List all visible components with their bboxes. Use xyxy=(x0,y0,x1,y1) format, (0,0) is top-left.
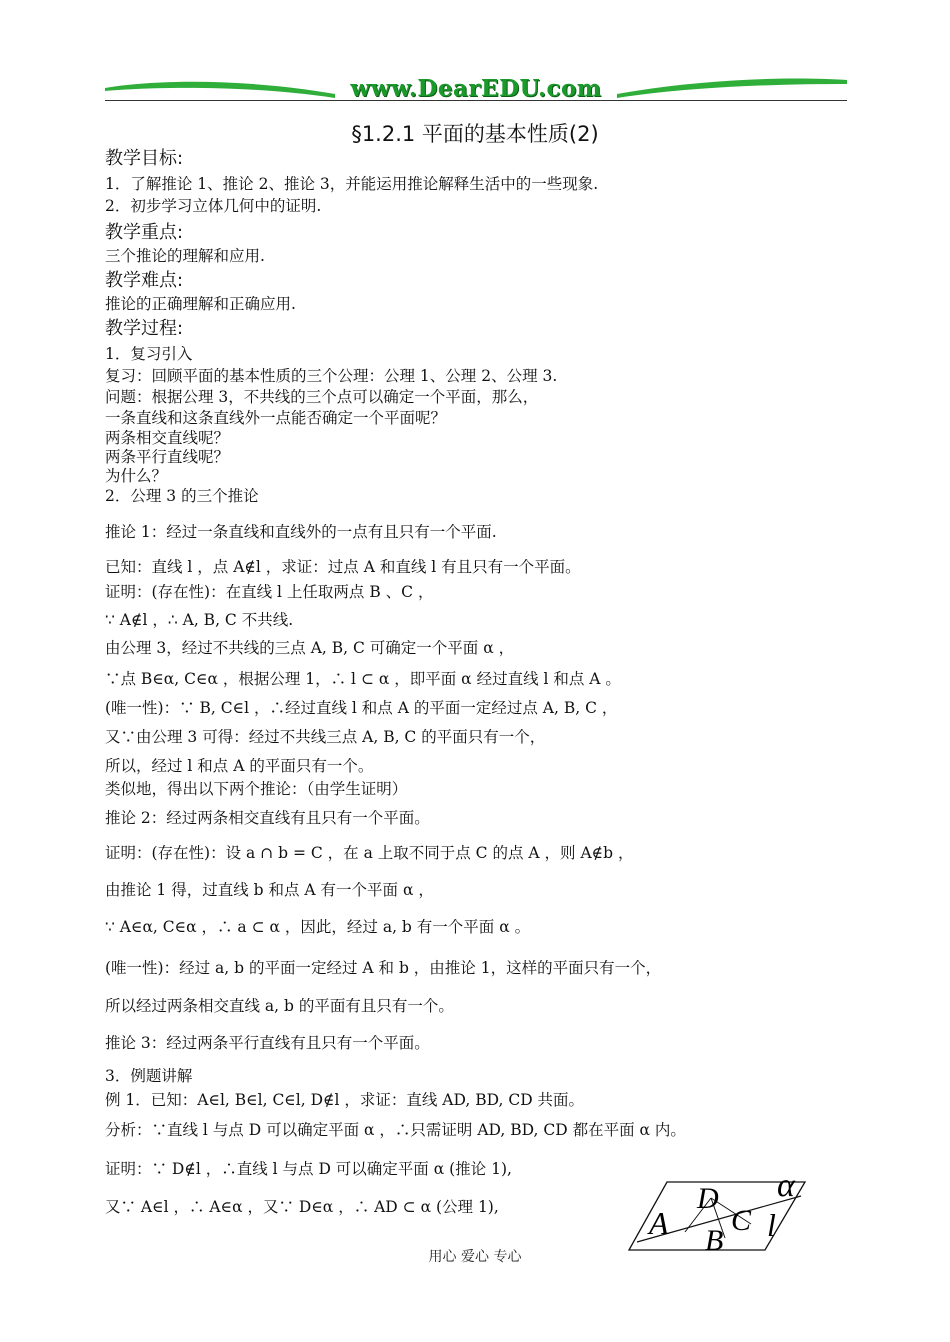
question-1: 问题：根据公理 3，不共线的三个点可以确定一个平面，那么， xyxy=(105,388,539,406)
goal-2: 2．初步学习立体几何中的证明. xyxy=(105,197,322,215)
difficulty-text: 推论的正确理解和正确应用. xyxy=(105,295,296,313)
c1-proof-3: 由公理 3，经过不共线的三点 A, B, C 可确定一个平面 α ， xyxy=(105,639,515,657)
page-footer: 用心 爱心 专心 xyxy=(428,1249,522,1265)
label-alpha: α xyxy=(777,1168,795,1204)
c2-proof-4: (唯一性)：经过 a, b 的平面一定经过 A 和 b ，由推论 1，这样的平面只有一个， xyxy=(105,959,662,977)
header-rule xyxy=(105,100,847,101)
corollary-1: 推论 1：经过一条直线和直线外的一点有且只有一个平面. xyxy=(105,523,497,541)
goals-heading: 教学目标: xyxy=(105,148,184,169)
review-text: 复习：回顾平面的基本性质的三个公理：公理 1、公理 2、公理 3. xyxy=(105,367,558,385)
goal-1: 1．了解推论 1、推论 2、推论 3，并能运用推论解释生活中的一些现象. xyxy=(105,175,599,193)
label-c: C xyxy=(731,1204,752,1237)
c2-proof-5: 所以经过两条相交直线 a, b 的平面有且只有一个。 xyxy=(105,997,454,1015)
question-4: 两条平行直线呢？ xyxy=(105,448,230,466)
similar-note: 类似地，得出以下两个推论：（由学生证明） xyxy=(105,780,408,798)
label-d: D xyxy=(697,1182,719,1215)
key-text: 三个推论的理解和应用. xyxy=(105,247,265,265)
question-2: 一条直线和这条直线外一点能否确定一个平面呢？ xyxy=(105,409,447,427)
label-b: B xyxy=(705,1224,724,1256)
example-1-proof-2: 又∵ A∈l ，∴ A∈α ，又∵ D∈α ，∴ AD ⊂ α (公理 1), xyxy=(105,1198,499,1216)
c1-proof-7: 所以，经过 l 和点 A 的平面只有一个。 xyxy=(105,757,374,775)
question-5: 为什么？ xyxy=(105,467,168,485)
example-1: 例 1．已知：A∈l, B∈l, C∈l, D∉l ，求证：直线 AD, BD, CD 共面。 xyxy=(105,1091,585,1109)
plane-figure xyxy=(625,1168,825,1256)
c1-proof-4: ∵点 B∈α, C∈α ，根据公理 1，∴ l ⊂ α ，即平面 α 经过直线 l 和点 A 。 xyxy=(105,670,621,688)
c2-proof-1: 证明：(存在性)：设 a ∩ b = C ，在 a 上取不同于点 C 的点 A ，则 A∉b ， xyxy=(105,844,634,862)
review-title: 1．复习引入 xyxy=(105,345,193,363)
page-title: §1.2.1 平面的基本性质(2) xyxy=(351,122,599,146)
example-1-analysis: 分析：∵直线 l 与点 D 可以确定平面 α ，∴只需证明 AD, BD, CD 都在平面 α 内。 xyxy=(105,1121,686,1139)
process-heading: 教学过程: xyxy=(105,318,184,339)
site-name[interactable]: www.DearEDU.com xyxy=(350,75,602,102)
c1-known: 已知：直线 l ，点 A∉l ，求证：过点 A 和直线 l 有且只有一个平面。 xyxy=(105,558,581,576)
label-a: A xyxy=(649,1205,669,1241)
c1-proof-6: 又∵由公理 3 可得：经过不共线三点 A, B, C 的平面只有一个， xyxy=(105,728,546,746)
question-3: 两条相交直线呢？ xyxy=(105,429,230,447)
key-heading: 教学重点: xyxy=(105,222,184,243)
corollary-2: 推论 2：经过两条相交直线有且只有一个平面。 xyxy=(105,809,430,827)
examples-title: 3．例题讲解 xyxy=(105,1067,193,1085)
c2-proof-2: 由推论 1 得，过直线 b 和点 A 有一个平面 α ， xyxy=(105,881,434,899)
example-1-proof-1: 证明：∵ D∉l ，∴直线 l 与点 D 可以确定平面 α (推论 1), xyxy=(105,1160,512,1178)
c2-proof-3: ∵ A∈α, C∈α ，∴ a ⊂ α ，因此，经过 a, b 有一个平面 α 。 xyxy=(105,918,531,936)
corollary-3: 推论 3：经过两条平行直线有且只有一个平面。 xyxy=(105,1034,430,1052)
difficulty-heading: 教学难点: xyxy=(105,270,184,291)
label-l: l xyxy=(767,1207,776,1243)
c1-proof-5: (唯一性)：∵ B, C∈l ，∴经过直线 l 和点 A 的平面一定经过点 A, B, C ， xyxy=(105,699,618,717)
c1-proof-1: 证明：(存在性)：在直线 l 上任取两点 B 、C ， xyxy=(105,583,434,601)
c1-proof-2: ∵ A∉l ，∴ A, B, C 不共线. xyxy=(105,611,294,629)
corollaries-title: 2．公理 3 的三个推论 xyxy=(105,487,259,505)
